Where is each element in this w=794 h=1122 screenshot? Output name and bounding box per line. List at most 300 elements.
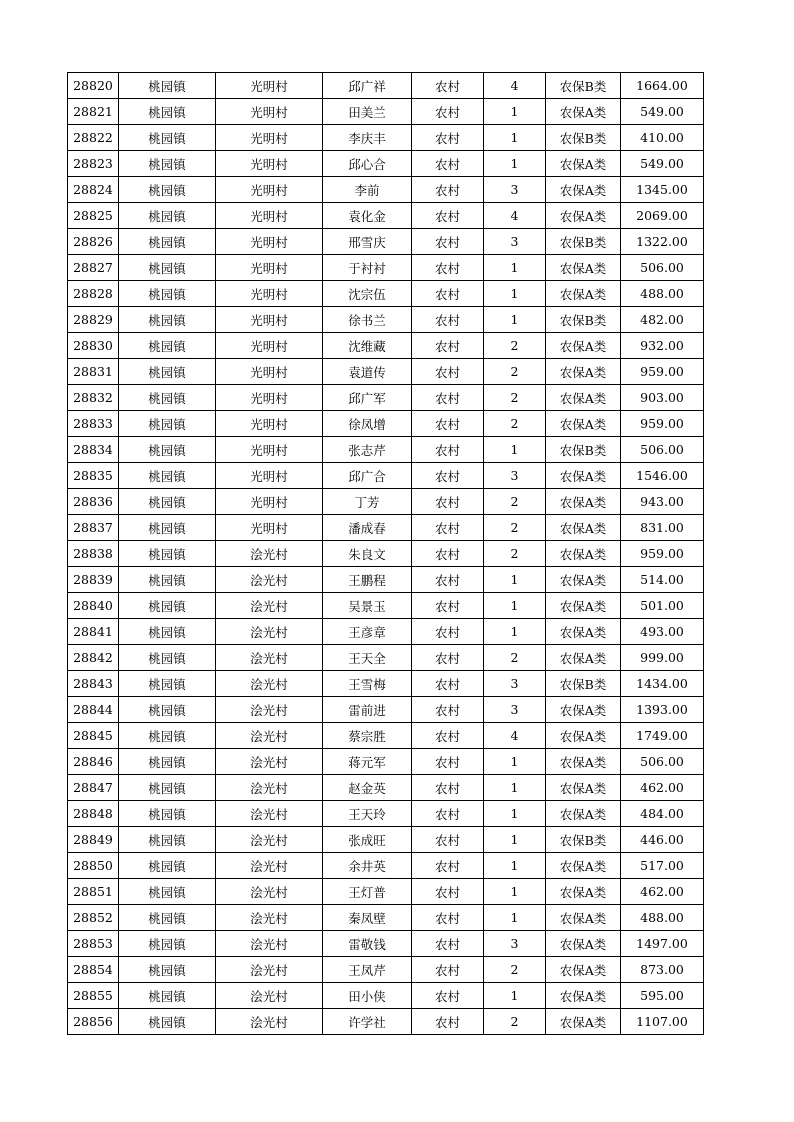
person-count-cell: 3	[484, 463, 546, 489]
village-cell: 浍光村	[216, 983, 323, 1009]
town-cell: 桃园镇	[119, 645, 216, 671]
name-cell: 田小侠	[323, 983, 412, 1009]
household-type-cell: 农村	[412, 489, 484, 515]
record-id-cell: 28820	[68, 73, 119, 99]
record-id-cell: 28823	[68, 151, 119, 177]
village-cell: 光明村	[216, 359, 323, 385]
amount-cell: 462.00	[621, 775, 704, 801]
table-row	[68, 541, 704, 567]
name-cell: 于衬衬	[323, 255, 412, 281]
household-type-cell: 农村	[412, 775, 484, 801]
person-count-cell: 1	[484, 593, 546, 619]
person-count-cell: 2	[484, 489, 546, 515]
town-cell: 桃园镇	[119, 307, 216, 333]
town-cell: 桃园镇	[119, 567, 216, 593]
record-id-cell: 28827	[68, 255, 119, 281]
insurance-category-cell: 农保A类	[546, 957, 621, 983]
household-type-cell: 农村	[412, 229, 484, 255]
record-id-cell: 28844	[68, 697, 119, 723]
insurance-category-cell: 农保A类	[546, 749, 621, 775]
insurance-category-cell: 农保A类	[546, 281, 621, 307]
person-count-cell: 1	[484, 827, 546, 853]
amount-cell: 1322.00	[621, 229, 704, 255]
name-cell: 张成旺	[323, 827, 412, 853]
table-row	[68, 229, 704, 255]
record-id-cell: 28845	[68, 723, 119, 749]
name-cell: 雷前进	[323, 697, 412, 723]
record-id-cell: 28849	[68, 827, 119, 853]
person-count-cell: 1	[484, 879, 546, 905]
person-count-cell: 3	[484, 229, 546, 255]
town-cell: 桃园镇	[119, 255, 216, 281]
town-cell: 桃园镇	[119, 515, 216, 541]
person-count-cell: 1	[484, 983, 546, 1009]
record-id-cell: 28837	[68, 515, 119, 541]
record-id-cell: 28838	[68, 541, 119, 567]
name-cell: 张志芹	[323, 437, 412, 463]
record-id-cell: 28826	[68, 229, 119, 255]
household-type-cell: 农村	[412, 125, 484, 151]
record-id-cell: 28824	[68, 177, 119, 203]
name-cell: 蒋元军	[323, 749, 412, 775]
household-type-cell: 农村	[412, 645, 484, 671]
person-count-cell: 1	[484, 567, 546, 593]
village-cell: 光明村	[216, 437, 323, 463]
amount-cell: 959.00	[621, 359, 704, 385]
record-id-cell: 28853	[68, 931, 119, 957]
household-type-cell: 农村	[412, 723, 484, 749]
table-row	[68, 1009, 704, 1035]
amount-cell: 549.00	[621, 99, 704, 125]
amount-cell: 1434.00	[621, 671, 704, 697]
record-id-cell: 28830	[68, 333, 119, 359]
name-cell: 赵金英	[323, 775, 412, 801]
insurance-category-cell: 农保A类	[546, 645, 621, 671]
household-type-cell: 农村	[412, 359, 484, 385]
table-row	[68, 333, 704, 359]
household-type-cell: 农村	[412, 619, 484, 645]
table-row	[68, 593, 704, 619]
village-cell: 浍光村	[216, 697, 323, 723]
person-count-cell: 1	[484, 749, 546, 775]
name-cell: 秦凤壁	[323, 905, 412, 931]
amount-cell: 903.00	[621, 385, 704, 411]
village-cell: 浍光村	[216, 593, 323, 619]
household-type-cell: 农村	[412, 957, 484, 983]
name-cell: 沈宗伍	[323, 281, 412, 307]
village-cell: 光明村	[216, 333, 323, 359]
insurance-category-cell: 农保B类	[546, 671, 621, 697]
household-type-cell: 农村	[412, 281, 484, 307]
person-count-cell: 2	[484, 1009, 546, 1035]
town-cell: 桃园镇	[119, 931, 216, 957]
name-cell: 王天全	[323, 645, 412, 671]
insurance-category-cell: 农保A类	[546, 333, 621, 359]
household-type-cell: 农村	[412, 983, 484, 1009]
town-cell: 桃园镇	[119, 775, 216, 801]
amount-cell: 506.00	[621, 255, 704, 281]
village-cell: 光明村	[216, 307, 323, 333]
record-id-cell: 28855	[68, 983, 119, 1009]
insurance-category-cell: 农保B类	[546, 73, 621, 99]
amount-cell: 1497.00	[621, 931, 704, 957]
record-id-cell: 28842	[68, 645, 119, 671]
insurance-category-cell: 农保A类	[546, 879, 621, 905]
household-type-cell: 农村	[412, 411, 484, 437]
record-id-cell: 28856	[68, 1009, 119, 1035]
amount-cell: 410.00	[621, 125, 704, 151]
household-type-cell: 农村	[412, 801, 484, 827]
amount-cell: 549.00	[621, 151, 704, 177]
table-row	[68, 203, 704, 229]
record-id-cell: 28833	[68, 411, 119, 437]
insurance-category-cell: 农保B类	[546, 307, 621, 333]
insurance-category-cell: 农保A类	[546, 619, 621, 645]
person-count-cell: 4	[484, 723, 546, 749]
village-cell: 光明村	[216, 255, 323, 281]
name-cell: 袁道传	[323, 359, 412, 385]
household-type-cell: 农村	[412, 73, 484, 99]
village-cell: 浍光村	[216, 879, 323, 905]
town-cell: 桃园镇	[119, 489, 216, 515]
name-cell: 朱良文	[323, 541, 412, 567]
village-cell: 浍光村	[216, 567, 323, 593]
person-count-cell: 2	[484, 515, 546, 541]
person-count-cell: 1	[484, 99, 546, 125]
record-id-cell: 28829	[68, 307, 119, 333]
household-type-cell: 农村	[412, 385, 484, 411]
table-row	[68, 125, 704, 151]
table-row	[68, 307, 704, 333]
name-cell: 邱广合	[323, 463, 412, 489]
person-count-cell: 1	[484, 437, 546, 463]
amount-cell: 831.00	[621, 515, 704, 541]
person-count-cell: 1	[484, 619, 546, 645]
amount-cell: 959.00	[621, 411, 704, 437]
record-id-cell: 28828	[68, 281, 119, 307]
table-row	[68, 463, 704, 489]
person-count-cell: 1	[484, 775, 546, 801]
table-row	[68, 255, 704, 281]
table-row	[68, 567, 704, 593]
amount-cell: 1345.00	[621, 177, 704, 203]
household-type-cell: 农村	[412, 567, 484, 593]
name-cell: 沈维藏	[323, 333, 412, 359]
amount-cell: 493.00	[621, 619, 704, 645]
record-id-cell: 28821	[68, 99, 119, 125]
insurance-category-cell: 农保A类	[546, 1009, 621, 1035]
person-count-cell: 1	[484, 125, 546, 151]
record-id-cell: 28841	[68, 619, 119, 645]
table-row	[68, 489, 704, 515]
village-cell: 浍光村	[216, 645, 323, 671]
town-cell: 桃园镇	[119, 359, 216, 385]
person-count-cell: 1	[484, 281, 546, 307]
village-cell: 浍光村	[216, 801, 323, 827]
amount-cell: 1107.00	[621, 1009, 704, 1035]
household-type-cell: 农村	[412, 515, 484, 541]
household-type-cell: 农村	[412, 203, 484, 229]
amount-cell: 943.00	[621, 489, 704, 515]
town-cell: 桃园镇	[119, 749, 216, 775]
household-type-cell: 农村	[412, 749, 484, 775]
person-count-cell: 1	[484, 801, 546, 827]
name-cell: 徐书兰	[323, 307, 412, 333]
town-cell: 桃园镇	[119, 385, 216, 411]
record-id-cell: 28850	[68, 853, 119, 879]
amount-cell: 484.00	[621, 801, 704, 827]
household-type-cell: 农村	[412, 905, 484, 931]
insurance-category-cell: 农保B类	[546, 827, 621, 853]
insurance-category-cell: 农保B类	[546, 437, 621, 463]
village-cell: 浍光村	[216, 749, 323, 775]
record-id-cell: 28836	[68, 489, 119, 515]
table-row	[68, 385, 704, 411]
data-table	[67, 72, 704, 1035]
insurance-category-cell: 农保A类	[546, 567, 621, 593]
table-row	[68, 879, 704, 905]
person-count-cell: 2	[484, 541, 546, 567]
insurance-category-cell: 农保A类	[546, 905, 621, 931]
village-cell: 浍光村	[216, 671, 323, 697]
amount-cell: 873.00	[621, 957, 704, 983]
table-row	[68, 723, 704, 749]
table-row	[68, 983, 704, 1009]
table-row	[68, 671, 704, 697]
person-count-cell: 3	[484, 931, 546, 957]
name-cell: 王鹏程	[323, 567, 412, 593]
town-cell: 桃园镇	[119, 905, 216, 931]
household-type-cell: 农村	[412, 99, 484, 125]
record-id-cell: 28852	[68, 905, 119, 931]
person-count-cell: 2	[484, 645, 546, 671]
village-cell: 浍光村	[216, 775, 323, 801]
amount-cell: 1546.00	[621, 463, 704, 489]
table-row	[68, 905, 704, 931]
table-row	[68, 619, 704, 645]
village-cell: 浍光村	[216, 853, 323, 879]
table-row	[68, 99, 704, 125]
record-id-cell: 28847	[68, 775, 119, 801]
person-count-cell: 4	[484, 73, 546, 99]
record-id-cell: 28835	[68, 463, 119, 489]
village-cell: 光明村	[216, 151, 323, 177]
person-count-cell: 1	[484, 151, 546, 177]
insurance-category-cell: 农保B类	[546, 125, 621, 151]
amount-cell: 506.00	[621, 749, 704, 775]
record-id-cell: 28839	[68, 567, 119, 593]
table-row	[68, 827, 704, 853]
village-cell: 光明村	[216, 99, 323, 125]
town-cell: 桃园镇	[119, 99, 216, 125]
amount-cell: 1749.00	[621, 723, 704, 749]
town-cell: 桃园镇	[119, 437, 216, 463]
amount-cell: 1393.00	[621, 697, 704, 723]
record-id-cell: 28834	[68, 437, 119, 463]
record-id-cell: 28846	[68, 749, 119, 775]
insurance-category-cell: 农保A类	[546, 515, 621, 541]
person-count-cell: 2	[484, 385, 546, 411]
name-cell: 丁芳	[323, 489, 412, 515]
village-cell: 浍光村	[216, 619, 323, 645]
person-count-cell: 2	[484, 411, 546, 437]
person-count-cell: 2	[484, 359, 546, 385]
record-id-cell: 28854	[68, 957, 119, 983]
amount-cell: 462.00	[621, 879, 704, 905]
table-row	[68, 359, 704, 385]
insurance-category-cell: 农保A类	[546, 541, 621, 567]
town-cell: 桃园镇	[119, 151, 216, 177]
village-cell: 浍光村	[216, 931, 323, 957]
household-type-cell: 农村	[412, 151, 484, 177]
household-type-cell: 农村	[412, 827, 484, 853]
name-cell: 田美兰	[323, 99, 412, 125]
household-type-cell: 农村	[412, 463, 484, 489]
insurance-category-cell: 农保A类	[546, 203, 621, 229]
record-id-cell: 28843	[68, 671, 119, 697]
name-cell: 袁化金	[323, 203, 412, 229]
table-row	[68, 775, 704, 801]
insurance-category-cell: 农保A类	[546, 983, 621, 1009]
amount-cell: 1664.00	[621, 73, 704, 99]
insurance-category-cell: 农保A类	[546, 801, 621, 827]
village-cell: 光明村	[216, 203, 323, 229]
table-row	[68, 73, 704, 99]
name-cell: 王彦章	[323, 619, 412, 645]
name-cell: 潘成春	[323, 515, 412, 541]
table-row	[68, 411, 704, 437]
town-cell: 桃园镇	[119, 593, 216, 619]
amount-cell: 482.00	[621, 307, 704, 333]
insurance-category-cell: 农保A类	[546, 255, 621, 281]
insurance-category-cell: 农保A类	[546, 151, 621, 177]
person-count-cell: 1	[484, 905, 546, 931]
amount-cell: 488.00	[621, 281, 704, 307]
town-cell: 桃园镇	[119, 619, 216, 645]
household-type-cell: 农村	[412, 879, 484, 905]
household-type-cell: 农村	[412, 437, 484, 463]
table-row	[68, 957, 704, 983]
table-row	[68, 801, 704, 827]
town-cell: 桃园镇	[119, 281, 216, 307]
village-cell: 光明村	[216, 229, 323, 255]
town-cell: 桃园镇	[119, 697, 216, 723]
name-cell: 吴景玉	[323, 593, 412, 619]
insurance-category-cell: 农保A类	[546, 931, 621, 957]
village-cell: 光明村	[216, 489, 323, 515]
amount-cell: 446.00	[621, 827, 704, 853]
insurance-category-cell: 农保A类	[546, 853, 621, 879]
town-cell: 桃园镇	[119, 541, 216, 567]
name-cell: 徐凤增	[323, 411, 412, 437]
amount-cell: 501.00	[621, 593, 704, 619]
table-body	[68, 73, 704, 1035]
amount-cell: 999.00	[621, 645, 704, 671]
table-row	[68, 931, 704, 957]
name-cell: 邢雪庆	[323, 229, 412, 255]
village-cell: 浍光村	[216, 827, 323, 853]
town-cell: 桃园镇	[119, 983, 216, 1009]
town-cell: 桃园镇	[119, 801, 216, 827]
town-cell: 桃园镇	[119, 125, 216, 151]
insurance-category-cell: 农保A类	[546, 99, 621, 125]
village-cell: 光明村	[216, 125, 323, 151]
insurance-category-cell: 农保A类	[546, 177, 621, 203]
town-cell: 桃园镇	[119, 73, 216, 99]
record-id-cell: 28831	[68, 359, 119, 385]
table-row	[68, 749, 704, 775]
amount-cell: 595.00	[621, 983, 704, 1009]
town-cell: 桃园镇	[119, 671, 216, 697]
record-id-cell: 28848	[68, 801, 119, 827]
village-cell: 浍光村	[216, 905, 323, 931]
village-cell: 光明村	[216, 73, 323, 99]
village-cell: 浍光村	[216, 541, 323, 567]
insurance-category-cell: 农保A类	[546, 489, 621, 515]
household-type-cell: 农村	[412, 853, 484, 879]
amount-cell: 932.00	[621, 333, 704, 359]
name-cell: 余井英	[323, 853, 412, 879]
person-count-cell: 2	[484, 957, 546, 983]
household-type-cell: 农村	[412, 931, 484, 957]
person-count-cell: 3	[484, 697, 546, 723]
household-type-cell: 农村	[412, 1009, 484, 1035]
name-cell: 邱广军	[323, 385, 412, 411]
table-row	[68, 151, 704, 177]
amount-cell: 514.00	[621, 567, 704, 593]
person-count-cell: 3	[484, 671, 546, 697]
name-cell: 王天玲	[323, 801, 412, 827]
table-row	[68, 281, 704, 307]
village-cell: 光明村	[216, 281, 323, 307]
household-type-cell: 农村	[412, 307, 484, 333]
record-id-cell: 28832	[68, 385, 119, 411]
town-cell: 桃园镇	[119, 177, 216, 203]
amount-cell: 488.00	[621, 905, 704, 931]
table-row	[68, 437, 704, 463]
town-cell: 桃园镇	[119, 229, 216, 255]
household-type-cell: 农村	[412, 697, 484, 723]
person-count-cell: 4	[484, 203, 546, 229]
name-cell: 邱心合	[323, 151, 412, 177]
town-cell: 桃园镇	[119, 333, 216, 359]
village-cell: 光明村	[216, 177, 323, 203]
insurance-category-cell: 农保A类	[546, 385, 621, 411]
amount-cell: 506.00	[621, 437, 704, 463]
town-cell: 桃园镇	[119, 411, 216, 437]
household-type-cell: 农村	[412, 177, 484, 203]
table-row	[68, 645, 704, 671]
name-cell: 王灯普	[323, 879, 412, 905]
village-cell: 浍光村	[216, 723, 323, 749]
insurance-category-cell: 农保A类	[546, 697, 621, 723]
village-cell: 光明村	[216, 385, 323, 411]
person-count-cell: 1	[484, 307, 546, 333]
insurance-category-cell: 农保A类	[546, 723, 621, 749]
name-cell: 王凤芹	[323, 957, 412, 983]
household-type-cell: 农村	[412, 541, 484, 567]
village-cell: 浍光村	[216, 957, 323, 983]
town-cell: 桃园镇	[119, 827, 216, 853]
name-cell: 雷敬钱	[323, 931, 412, 957]
insurance-category-cell: 农保A类	[546, 411, 621, 437]
household-type-cell: 农村	[412, 255, 484, 281]
record-id-cell: 28851	[68, 879, 119, 905]
person-count-cell: 1	[484, 853, 546, 879]
household-type-cell: 农村	[412, 593, 484, 619]
name-cell: 邱广祥	[323, 73, 412, 99]
town-cell: 桃园镇	[119, 957, 216, 983]
